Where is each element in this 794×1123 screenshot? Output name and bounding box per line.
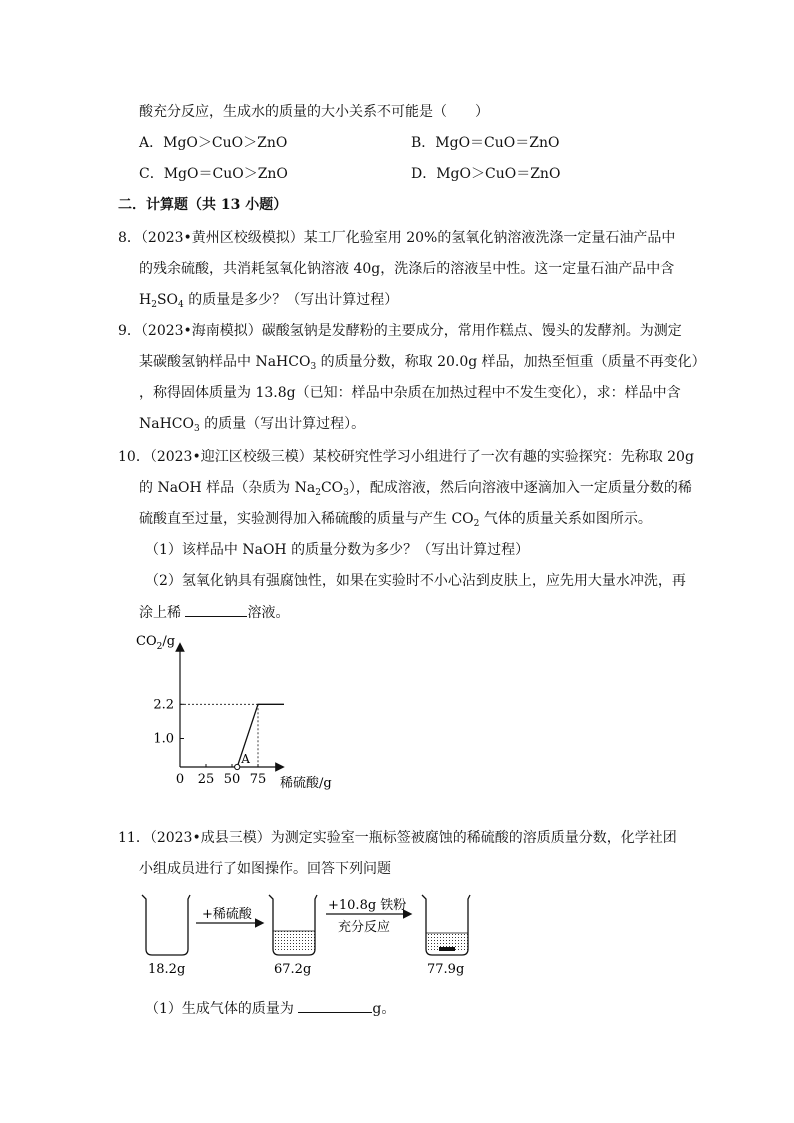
q7-option-a: A．MgO＞CuO＞ZnO	[139, 135, 288, 151]
x-axis-title: 稀硫酸/g	[280, 776, 332, 791]
gas-mass-blank[interactable]	[298, 998, 372, 1013]
q8-line1: 8．（2023•黄州区校级模拟）某工厂化验室用 20%的氢氧化钠溶液洗涤一定量石油产品中	[118, 230, 676, 246]
x-tick-label: 50	[223, 772, 241, 787]
beaker-after-reaction	[422, 895, 470, 955]
x-tick-label: 75	[249, 772, 267, 787]
y-tick-label: 1.0	[153, 731, 174, 747]
co2-chart	[130, 625, 350, 795]
y-tick-label: 2.2	[153, 697, 174, 713]
q7-option-c: C．MgO＝CuO＞ZnO	[139, 166, 288, 182]
q9-line1: 9．（2023•海南模拟）碳酸氢钠是发酵粉的主要成分，常用作糕点、馒头的发酵剂。为测定	[118, 323, 682, 339]
y-axis-title: $CO_2/g$	[136, 634, 176, 652]
q7-option-b: B．MgO＝CuO＝ZnO	[411, 135, 560, 151]
q11-sub1: （1）生成气体的质量为 g。	[145, 998, 395, 1019]
mass-label-2: 67.2g	[274, 962, 312, 977]
q11-line1: 11．（2023•成县三模）为测定实验室一瓶标签被腐蚀的稀硫酸的溶质质量分数，化学社团	[118, 830, 677, 846]
answer-blank[interactable]	[185, 602, 247, 617]
q10-line2: 的 NaOH 样品（杂质为 $Na_2CO_3$），配成溶液，然后向溶液中逐滴加入一定质量分数的稀	[139, 480, 692, 498]
q9-line2: 某碳酸氢钠样品中 NaHCO$_3$ 的质量分数，称取 20.0g 样品，加热至恒重（质量不再变化）	[139, 354, 706, 372]
q7-option-d: D．MgO＞CuO＝ZnO	[411, 166, 561, 182]
q10-line3: 硫酸直至过量，实验测得加入稀硫酸的质量与产生 $CO_2$ 气体的质量关系如图所示。	[139, 511, 652, 529]
section-heading: 二．计算题（共 13 小题）	[118, 197, 288, 213]
step1-label: +稀硫酸	[202, 907, 252, 922]
point-a-marker	[235, 764, 240, 769]
beaker-empty	[142, 895, 190, 955]
x-tick-label: 25	[197, 772, 215, 787]
q8-line3: $H_2SO_4$ 的质量是多少？（写出计算过程）	[139, 292, 399, 310]
q11-line2: 小组成员进行了如图操作。回答下列问题	[139, 861, 391, 877]
beaker-diagram	[130, 885, 490, 985]
mass-label-1: 18.2g	[148, 962, 186, 977]
q10-line1: 10．（2023•迎江区校级三模）某校研究性学习小组进行了一次有趣的实验探究：先称取 20g	[118, 449, 694, 465]
step2-label-top: +10.8g 铁粉	[328, 898, 407, 913]
q9-line4: NaHCO$_3$ 的质量（写出计算过程）。	[139, 416, 366, 434]
q10-sub1: （1）该样品中 NaOH 的质量分数为多少？（写出计算过程）	[145, 542, 530, 558]
q10-sub2-line2: 涂上稀 溶液。	[139, 602, 289, 623]
q9-line3: ，称得固体质量为 13.8g（已知：样品中杂质在加热过程中不发生变化），求：样品中含	[139, 385, 681, 401]
q10-sub2-line1: （2）氢氧化钠具有强腐蚀性，如果在实验时不小心沾到皮肤上，应先用大量水冲洗，再	[145, 573, 686, 589]
q8-line2: 的残余硫酸，共消耗氢氧化钠溶液 40g，洗涤后的溶液呈中性。这一定量石油产品中含	[139, 261, 675, 277]
point-a-label: A	[241, 752, 250, 766]
mass-label-3: 77.9g	[427, 962, 465, 977]
x-tick-label: 0	[175, 772, 185, 787]
step2-label-bottom: 充分反应	[338, 920, 391, 935]
q7-stem: 酸充分反应，生成水的质量的大小关系不可能是（ ）	[139, 104, 489, 120]
beaker-with-acid	[269, 895, 317, 955]
